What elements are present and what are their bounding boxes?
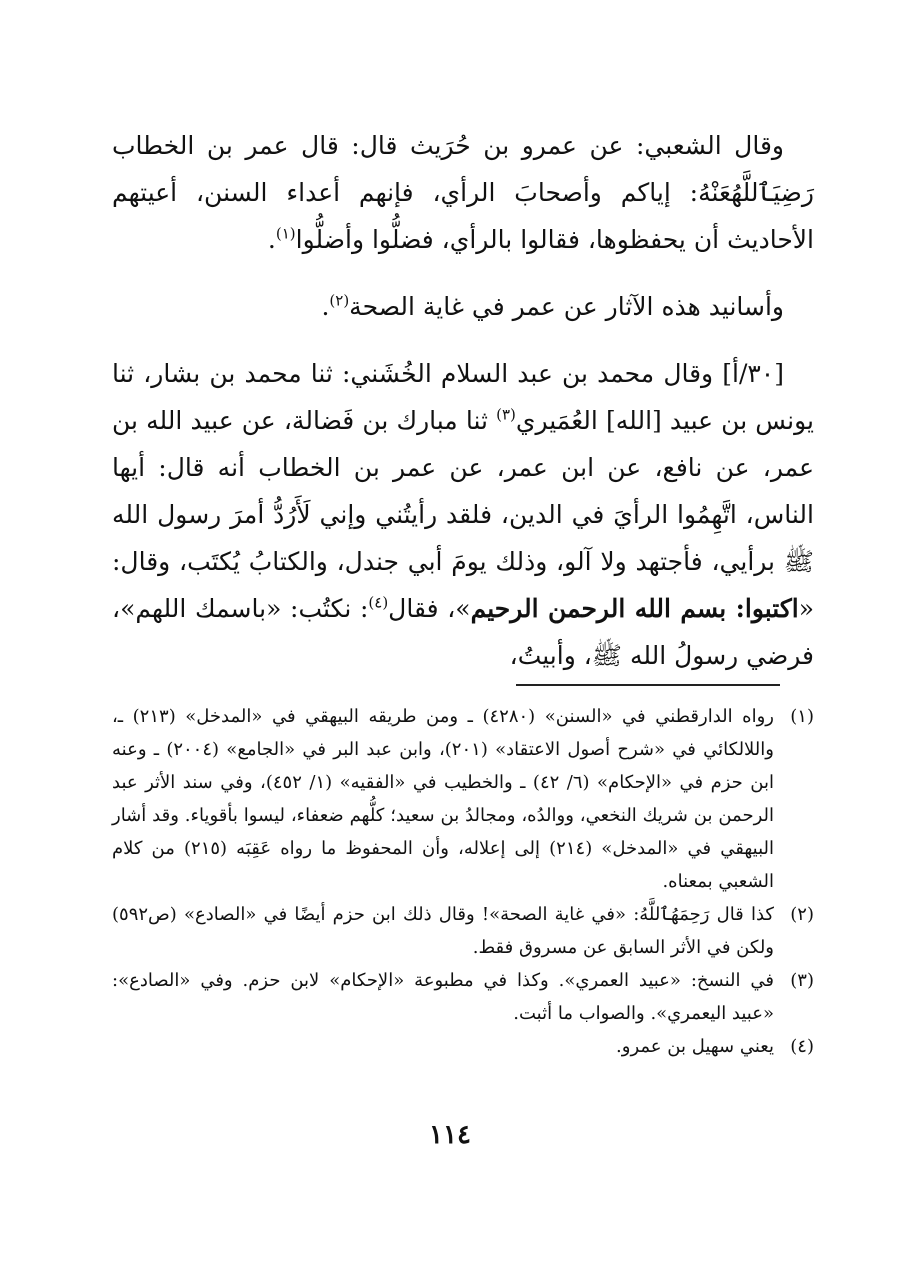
main-text [112, 122, 814, 679]
bold-quote: اكتبوا: بسم الله الرحمن الرحيم [470, 594, 799, 623]
footnote-1 [112, 700, 814, 898]
footnote-4 [112, 1030, 814, 1063]
paragraph-2 [112, 283, 814, 330]
paragraph-text: . [267, 225, 276, 254]
footnote-text: رواه الدارقطني في «السنن» (٤٢٨٠) ـ ومن طريقه البيهقي في «المدخل» (٢١٣) ـ، واللالكائي في «شرح أصول الاعتقاد» (٢٠١)، وابن عبد البر في «الجامع» (٢٠٠٤) ـ وعنه ابن حزم في «الإحكام» (٦/ ٤٢) ـ والخطيب في «الفقيه» (١/ ٤٥٢)، وفي سند الأثر عبد الرحمن بن شريك النخعي، ووالدُه، ومجالدُ بن سعيد؛ كلُّهم ضعفاء، ليسوا بأقوياء. وقد أشار البيهقي في «المدخل» (٢١٤) إلى إعلاله، وأن المحفوظ ما رواه عَقِبَه (٢١٥) من كلام الشعبي بمعناه. [112, 706, 775, 892]
footnote-text: يعني سهيل بن عمرو. [616, 1036, 774, 1057]
paragraph-text: . [321, 292, 330, 321]
footnote-text: في النسخ: «عبيد العمري». وكذا في مطبوعة «الإحكام» لابن حزم. وفي «الصادع»: «عبيد اليعمري». والصواب ما أثبت. [112, 970, 774, 1024]
footnote-ref: (٢) [329, 291, 350, 310]
footnote-ref: (٣) [496, 405, 516, 424]
footnote-ref: (٤) [368, 593, 389, 612]
paragraph-text: وأسانيد هذه الآثار عن عمر في غاية الصحة [349, 292, 784, 321]
footnote-number: (٤) [790, 1036, 814, 1057]
footnote-ref: (١) [275, 224, 296, 243]
paragraph-text: وقال الشعبي: عن عمرو بن حُرَيث قال: قال عمر بن الخطاب رَضِيَٱللَّهُعَنْهُ: إياكم وأصحابَ الرأي، فإنهم أعداء السنن، أعيتهم الأحاديث أن يحفظوها، فقالوا بالرأي، فضلُّوا وأضلُّوا [112, 131, 814, 254]
paragraph-text: »، فقال [388, 594, 471, 623]
footnote-2 [112, 898, 814, 964]
paragraph-1 [112, 122, 814, 263]
footnote-separator [516, 684, 780, 686]
footnotes [112, 700, 814, 1063]
footnote-3 [112, 964, 814, 1030]
paragraph-text: : نكتُب: «باسمك اللهم»، فرضي رسولُ الله ﷺ، وأبيتُ، [112, 594, 814, 670]
page-number: ١١٤ [429, 1120, 471, 1150]
footnote-number: (٣) [790, 970, 814, 991]
paragraph-3 [112, 350, 814, 679]
paragraph-text: [٣٠/أ] وقال محمد بن عبد السلام الخُشَني: ثنا محمد بن بشار، ثنا يونس بن عبيد [الله] العُمَيري [112, 359, 815, 435]
paragraph-text: ثنا مبارك بن فَضالة، عن عبيد الله بن عمر، عن نافع، عن ابن عمر، عن عمر بن الخطاب أنه قال: أيها الناس، اتَّهِمُوا الرأيَ في الدين، فلقد رأيتُني وإني لَأَرُدُّ أمرَ رسول الله ﷺ برأيي، فأجتهد ولا آلو، وذلك يومَ أبي جندل، والكتابُ يُكتَب، وقال: « [112, 406, 814, 623]
footnote-number: (٢) [790, 904, 814, 925]
footnote-number: (١) [790, 706, 814, 727]
footnote-text: كذا قال رَحِمَهُٱللَّهُ: «في غاية الصحة»! وقال ذلك ابن حزم أيضًا في «الصادع» (ص٥٩٢) ولكن في الأثر السابق عن مسروق فقط. [112, 904, 774, 958]
